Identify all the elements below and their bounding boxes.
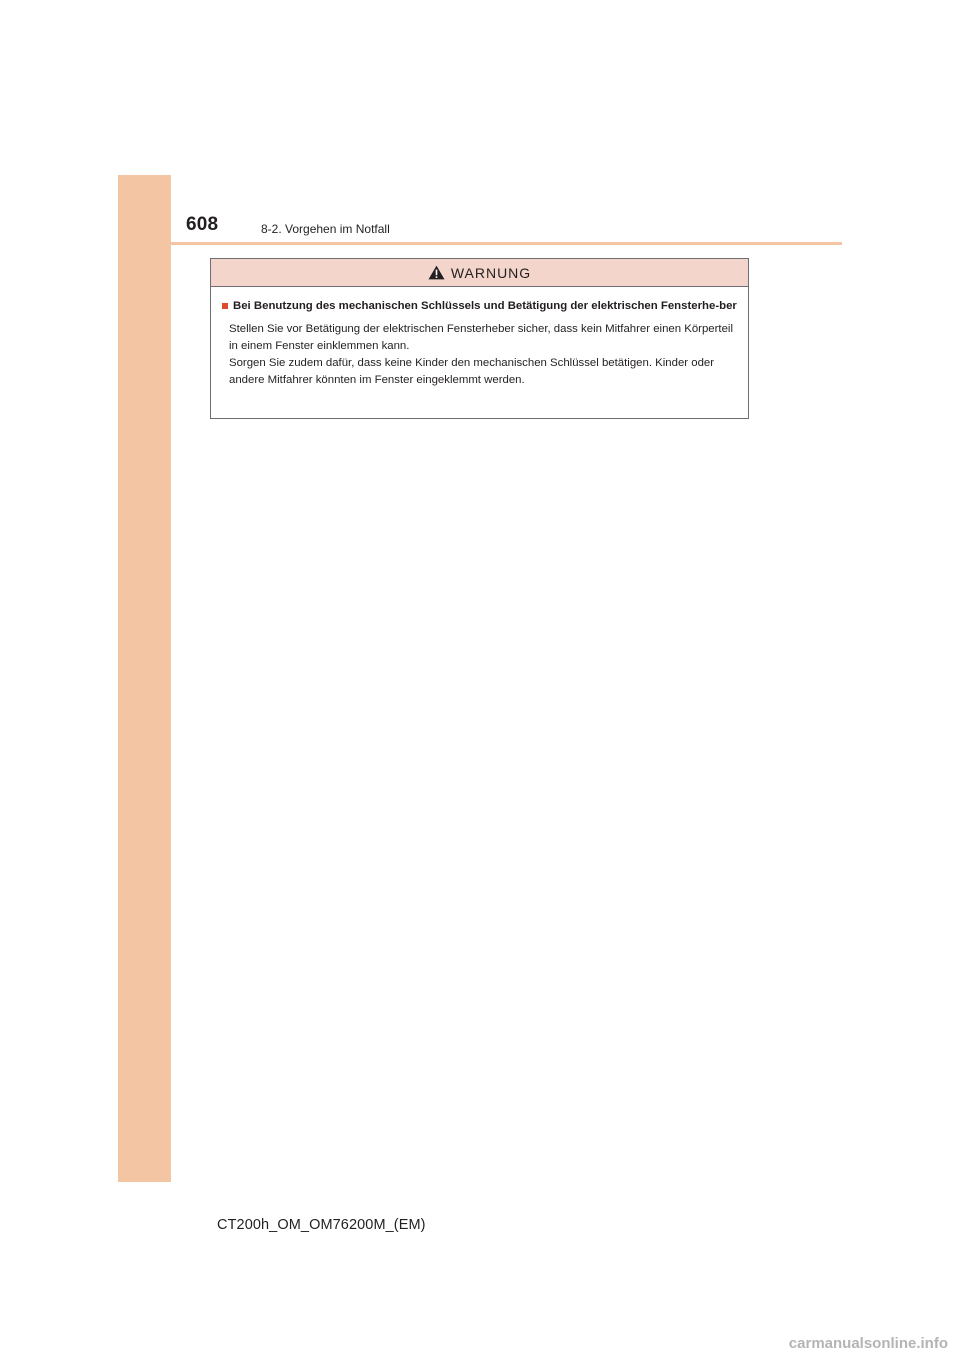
footer-manual-code: CT200h_OM_OM76200M_(EM) bbox=[217, 1217, 426, 1233]
warning-body bbox=[211, 287, 748, 389]
warning-header bbox=[211, 259, 748, 287]
warning-item-title: Bei Benutzung des mechanischen Schlüssels und Betätigung der elektrischen Fensterhe-ber bbox=[233, 300, 737, 312]
warning-paragraph: Stellen Sie vor Betätigung der elektrischen Fensterheber sicher, dass kein Mitfahrer einen Körperteil in einem Fenster einklemmen kann. bbox=[229, 323, 733, 352]
warning-paragraph: Sorgen Sie zudem dafür, dass keine Kinder den mechanischen Schlüssel betätigen. Kinder oder andere Mitfahrer könnten im Fenster eingeklemmt werden. bbox=[229, 357, 715, 386]
warning-box bbox=[210, 258, 749, 419]
warning-item-text bbox=[222, 321, 738, 389]
watermark-text: carmanualsonline.info bbox=[788, 1335, 948, 1352]
page-number: 608 bbox=[186, 214, 219, 235]
header-rule bbox=[118, 242, 842, 245]
section-title: 8-2. Vorgehen im Notfall bbox=[261, 222, 390, 236]
warning-item-heading bbox=[222, 298, 738, 315]
warning-title: WARNUNG bbox=[450, 264, 532, 281]
bullet-square-icon bbox=[222, 303, 228, 309]
warning-triangle-icon bbox=[428, 265, 445, 280]
side-color-band bbox=[118, 175, 171, 1182]
